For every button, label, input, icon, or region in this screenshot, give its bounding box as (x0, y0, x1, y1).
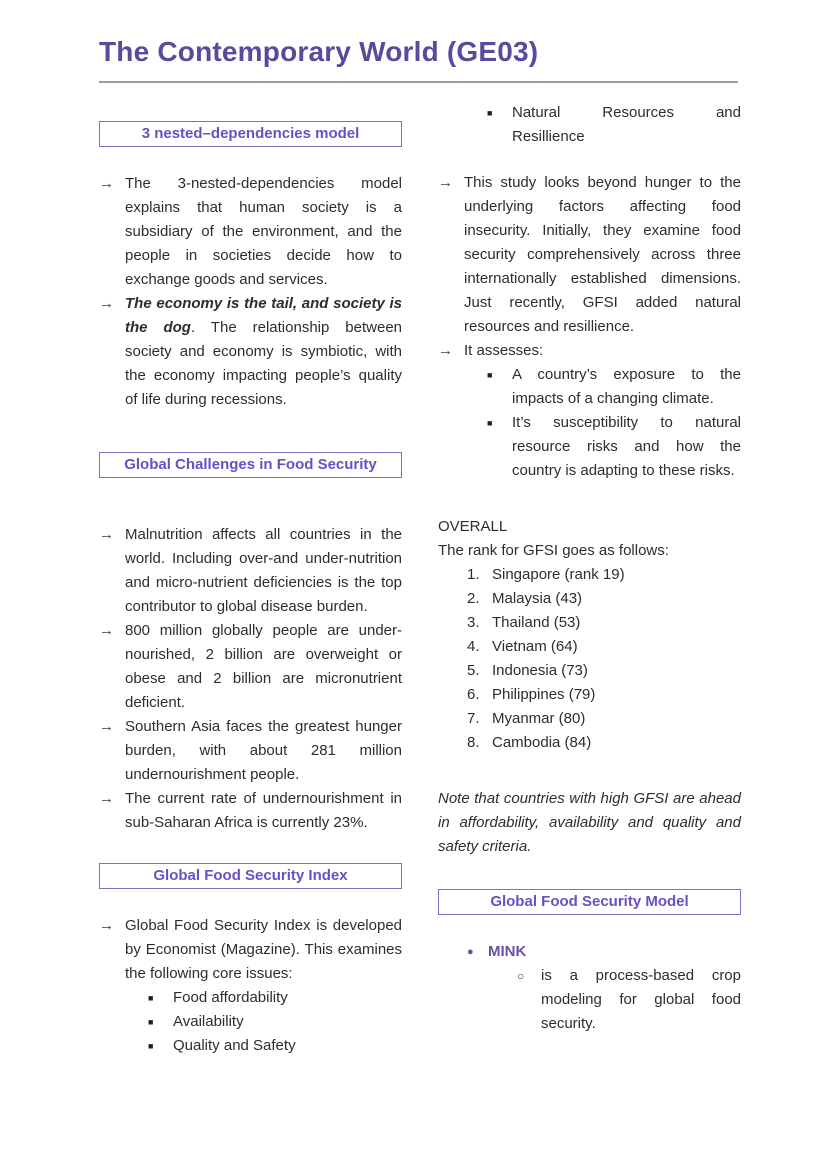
bullet-text: Southern Asia faces the greatest hunger burden, with about 281 million undernourishment people. (125, 718, 402, 783)
bullet-text: 800 million globally people are under-nourished, 2 billion are overweight or obese and 2 billion are micronutrient deficient. (125, 622, 402, 711)
rank-label: Myanmar (80) (492, 710, 586, 727)
section-header-global-food-security-index: Global Food Security Index (99, 863, 402, 889)
rank-label: Cambodia (84) (492, 734, 592, 751)
rank-number: 5. (467, 662, 480, 679)
bullet-text: This study looks beyond hunger to the underlying factors affecting food insecurity. Initially, they examine food security comprehensively across three internationally established dimensions. Just recently, GFSI added natural resources and resillience. (464, 174, 741, 335)
sub-bullet-item (99, 1034, 402, 1058)
rank-list-item (438, 707, 741, 731)
mink-bullet-item (438, 940, 741, 964)
bullet-item (99, 619, 402, 715)
rank-number: 4. (467, 638, 480, 655)
rank-list-item (438, 563, 741, 587)
bullet-text: Global Food Security Index is developed by Economist (Magazine). This examines the following core issues: (125, 917, 402, 982)
rank-list-item (438, 659, 741, 683)
arrow-marker: → (99, 622, 114, 639)
mink-sub-text: is a process-based crop modeling for global food security. (541, 967, 741, 1032)
bullet-item (99, 172, 402, 292)
square-bullet-marker: ■ (487, 418, 493, 428)
note-paragraph: Note that countries with high GFSI are ahead in affordability, availability and quality and safety criteria. (438, 790, 741, 855)
sub-bullet-item (99, 1010, 402, 1034)
bullet-item (99, 914, 402, 986)
arrow-marker: → (99, 295, 114, 312)
rank-list-item (438, 611, 741, 635)
sub-bullet-item (99, 986, 402, 1010)
circle-bullet-marker: ○ (517, 969, 525, 983)
rank-number: 8. (467, 734, 480, 751)
mink-sub-bullet-item (438, 964, 741, 1036)
sub-bullet-text: Natural Resources and Resillience (512, 104, 741, 145)
bullet-text: The current rate of undernourishment in sub-Saharan Africa is currently 23%. (125, 790, 402, 831)
sub-bullet-text: It’s susceptibility to natural resource risks and how the country is adapting to these risks. (512, 414, 741, 479)
arrow-marker: → (99, 718, 114, 735)
sub-bullet-text: Quality and Safety (173, 1037, 296, 1054)
arrow-marker: → (99, 790, 114, 807)
rank-intro: The rank for GFSI goes as follows: (438, 542, 669, 559)
bullet-text: Malnutrition affects all countries in the world. Including over-and under-nutrition and micro-nutrient deficiencies is the top contributor to global disease burden. (125, 526, 402, 615)
page-title: The Contemporary World (GE03) (99, 36, 539, 67)
bullet-item (99, 787, 402, 835)
square-bullet-marker: ■ (148, 1041, 154, 1051)
square-bullet-marker: ■ (487, 108, 493, 118)
rank-number: 2. (467, 590, 480, 607)
rank-list-item (438, 587, 741, 611)
overall-label: OVERALL (438, 518, 508, 535)
rank-label: Philippines (79) (492, 686, 596, 703)
bullet-text: It assesses: (464, 342, 544, 359)
rank-label: Thailand (53) (492, 614, 581, 631)
rank-list-item (438, 731, 741, 755)
square-bullet-marker: ■ (487, 370, 493, 380)
bullet-text-rest: . The relationship between society and economy is symbiotic, with the economy impacting people’s quality of life during recessions. (125, 319, 403, 408)
section-header-nested-dependencies-model: 3 nested–dependencies model (99, 121, 402, 147)
bullet-item (99, 523, 402, 619)
rank-label: Malaysia (43) (492, 590, 583, 607)
bullet-item (99, 292, 402, 412)
mink-label: MINK (488, 943, 527, 960)
sub-bullet-text: Food affordability (173, 989, 288, 1006)
rank-number: 1. (467, 566, 480, 583)
arrow-marker: → (99, 175, 114, 192)
bullet-text: The 3-nested-dependencies model explains that human society is a subsidiary of the environment, and the people in societies decide how to exchange goods and services. (125, 175, 402, 288)
rank-number: 6. (467, 686, 480, 703)
sub-bullet-text: Availability (173, 1013, 244, 1030)
sub-bullet-item (438, 101, 741, 149)
rank-label: Singapore (rank 19) (492, 566, 625, 583)
bullet-item (99, 715, 402, 787)
rank-number: 3. (467, 614, 480, 631)
sub-bullet-item (438, 363, 741, 411)
arrow-marker: → (438, 174, 453, 191)
title-divider (99, 81, 738, 83)
square-bullet-marker: ■ (148, 993, 154, 1003)
left-column (99, 93, 402, 1058)
two-column-layout (99, 93, 741, 1058)
bullet-item (438, 339, 741, 363)
disc-bullet-marker: ● (467, 946, 474, 958)
bullet-text (125, 292, 402, 412)
section-header-global-food-security-model: Global Food Security Model (438, 889, 741, 915)
rank-list-item (438, 635, 741, 659)
sub-bullet-item (438, 411, 741, 483)
sub-bullet-text: A country’s exposure to the impacts of a changing climate. (512, 366, 741, 407)
arrow-marker: → (438, 342, 453, 359)
section-header-global-challenges-food-security: Global Challenges in Food Security (99, 452, 402, 478)
bullet-item (438, 171, 741, 339)
rank-number: 7. (467, 710, 480, 727)
gfsi-rank-list (438, 563, 741, 755)
rank-label: Vietnam (64) (492, 638, 578, 655)
emphasis-lead: The economy is the tail, and society is the dog (125, 295, 402, 336)
arrow-marker: → (99, 526, 114, 543)
square-bullet-marker: ■ (148, 1017, 154, 1027)
right-column (438, 93, 741, 1058)
arrow-marker: → (99, 917, 114, 934)
rank-label: Indonesia (73) (492, 662, 588, 679)
rank-list-item (438, 683, 741, 707)
